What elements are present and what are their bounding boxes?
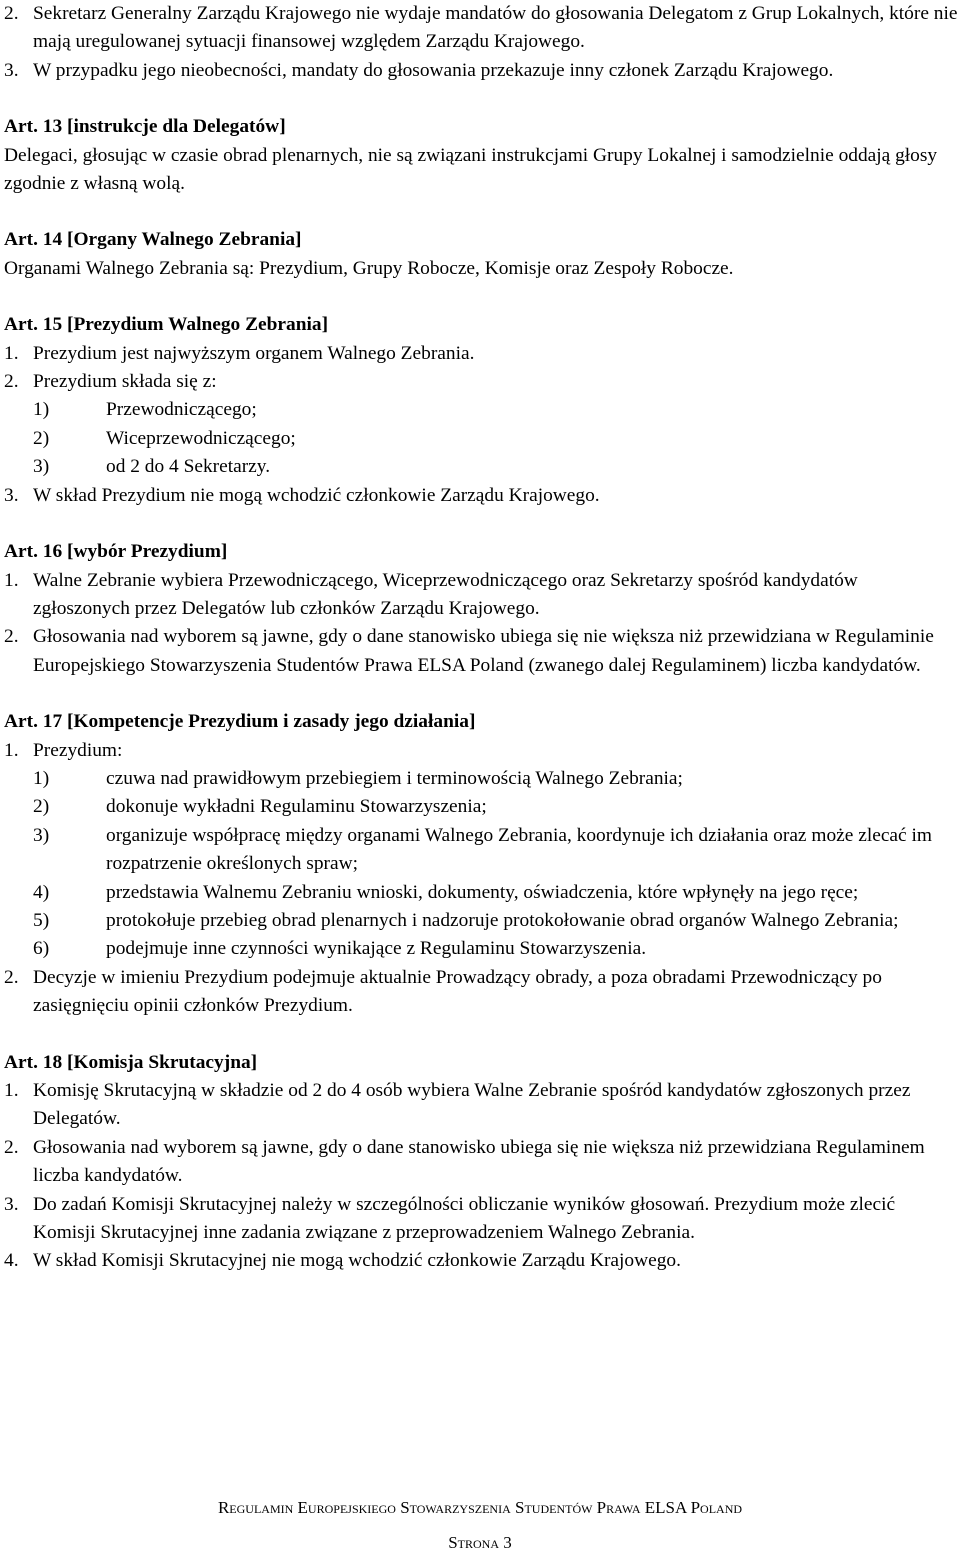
list-item-number: 5) (33, 909, 50, 931)
list-item-number: 3) (33, 824, 50, 846)
list-item-number: 1) (33, 767, 50, 789)
paragraph-number: 2. (4, 3, 19, 24)
article-17-paragraph-2 (4, 964, 958, 1021)
list-item-number: 2) (33, 796, 50, 818)
list-item-text: podejmuje inne czynności wynikające z Regulaminu Stowarzyszenia. (106, 938, 647, 960)
list-item (4, 765, 958, 793)
paragraph-text: Głosowania nad wyborem są jawne, gdy o dane stanowisko ubiega się nie większa niż przewidziana Regulaminem liczba kandydatów. (33, 1136, 925, 1187)
list-item-text: organizuje współpracę między organami Walnego Zebrania, koordynuje ich działania oraz może zlecać im rozpatrzenie określonych spraw; (106, 824, 932, 875)
paragraph-text: Prezydium jest najwyższym organem Walnego Zebrania. (33, 342, 475, 364)
paragraph-number: 3. (4, 484, 19, 506)
paragraph-3 (4, 57, 958, 85)
paragraph-text: W skład Prezydium nie mogą wchodzić członkowie Zarządu Krajowego. (33, 484, 600, 506)
paragraph-number: 1. (4, 342, 19, 364)
paragraph-text: Prezydium składa się z: (33, 371, 217, 393)
list-item (4, 907, 958, 935)
article-16-paragraph-1 (4, 567, 958, 624)
paragraph-text: Do zadań Komisji Skrutacyjnej należy w szczególności obliczanie wyników głosowań. Prezydium może zlecić Komisji Skrutacyjnej inne zadania związane z przeprowadzeniem Walnego Zebrania. (33, 1193, 896, 1244)
paragraph-number: 2. (4, 371, 19, 393)
article-17-paragraph-1 (4, 737, 958, 765)
list-item-text: czuwa nad prawidłowym przebiegiem i terminowością Walnego Zebrania; (106, 767, 683, 789)
list-item-number: 3) (33, 456, 50, 478)
paragraph-number: 3. (4, 1193, 19, 1215)
paragraph-number: 1. (4, 569, 19, 591)
article-14-heading: Art. 14 [Organy Walnego Zebrania] (4, 229, 302, 251)
paragraph-number: 1. (4, 739, 19, 761)
paragraph-number: 1. (4, 1080, 19, 1101)
article-13-heading: Art. 13 [instrukcje dla Delegatów] (4, 116, 286, 138)
article-14-body: Organami Walnego Zebrania są: Prezydium, Grupy Robocze, Komisje oraz Zespoły Robocze. (4, 257, 734, 279)
list-item-text: dokonuje wykładni Regulaminu Stowarzyszenia; (106, 796, 487, 818)
paragraph-text: Walne Zebranie wybiera Przewodniczącego, Wiceprzewodniczącego oraz Sekretarzy spośród kandydatów zgłoszonych przez Delegatów lub członków Zarządu Krajowego. (33, 569, 858, 619)
article-16-heading: Art. 16 [wybór Prezydium] (4, 541, 228, 563)
list-item-number: 4) (33, 881, 50, 903)
article-18-heading: Art. 18 [Komisja Skrutacyjna] (4, 1051, 258, 1073)
article-15-paragraph-2 (4, 368, 958, 396)
paragraph-text: Prezydium: (33, 739, 123, 761)
footer-title-text: Regulamin Europejskiego Stowarzyszenia Studentów Prawa ELSA Poland (217, 1498, 743, 1517)
list-item (4, 879, 958, 907)
list-item (4, 453, 958, 481)
list-item (4, 396, 958, 424)
list-item (4, 822, 958, 879)
footer-page-number-text: Strona 3 (448, 1533, 512, 1553)
list-item-text: Wiceprzewodniczącego; (106, 427, 296, 449)
list-item-text: protokołuje przebieg obrad plenarnych i nadzoruje protokołowanie obrad organów Walnego Zebrania; (106, 909, 899, 931)
list-item (4, 793, 958, 821)
paragraph-number: 3. (4, 59, 19, 81)
footer-page-number (0, 1529, 960, 1557)
paragraph-number: 4. (4, 1250, 19, 1272)
paragraph-text: Komisję Skrutacyjną w składzie od 2 do 4 osób wybiera Walne Zebranie spośród kandydatów zgłoszonych przez Delegatów. (33, 1080, 911, 1130)
article-18-paragraph-2 (4, 1134, 958, 1191)
paragraph-text: W skład Komisji Skrutacyjnej nie mogą wchodzić członkowie Zarządu Krajowego. (33, 1250, 681, 1272)
article-13-body: Delegaci, głosując w czasie obrad plenarnych, nie są związani instrukcjami Grupy Lokalnej i samodzielnie oddają głosy zgodnie z własną wolą. (4, 144, 938, 195)
list-item (4, 425, 958, 453)
list-item-text: od 2 do 4 Sekretarzy. (106, 456, 271, 478)
document-page (4, 0, 958, 1276)
article-17-heading: Art. 17 [Kompetencje Prezydium i zasady jego działania] (4, 711, 476, 733)
article-15-heading: Art. 15 [Prezydium Walnego Zebrania] (4, 314, 329, 336)
article-18-paragraph-3 (4, 1191, 958, 1248)
list-item (4, 935, 958, 963)
paragraph-text: Sekretarz Generalny Zarządu Krajowego nie wydaje mandatów do głosowania Delegatom z Grup Lokalnych, które nie mają uregulowanej sytuacji finansowej względem Zarządu Krajowego. (33, 3, 958, 53)
page-footer (0, 1494, 960, 1558)
footer-title (0, 1494, 960, 1523)
article-15-paragraph-3 (4, 482, 958, 510)
paragraph-text: Głosowania nad wyborem są jawne, gdy o dane stanowisko ubiega się nie większa niż przewidziana w Regulaminie Europejskiego Stowarzyszenia Studentów Prawa ELSA Poland (zwanego dalej Regulaminem) liczba kandydatów. (33, 626, 934, 676)
list-item-text: przedstawia Walnemu Zebraniu wnioski, dokumenty, oświadczenia, które wpłynęły na jego ręce; (106, 881, 859, 903)
paragraph-number: 2. (4, 966, 19, 988)
article-15-paragraph-1 (4, 340, 958, 368)
list-item-number: 2) (33, 427, 50, 449)
paragraph-number: 2. (4, 626, 19, 648)
paragraph-number: 2. (4, 1136, 19, 1158)
paragraph-text: W przypadku jego nieobecności, mandaty do głosowania przekazuje inny członek Zarządu Krajowego. (33, 59, 834, 81)
article-16-paragraph-2 (4, 623, 958, 680)
article-18-paragraph-4 (4, 1247, 958, 1275)
article-18-paragraph-1 (4, 1077, 958, 1134)
paragraph-text: Decyzje w imieniu Prezydium podejmuje aktualnie Prowadzący obrady, a poza obradami Przewodniczący po zasięgnięciu opinii członków Prezydium. (33, 966, 882, 1017)
list-item-number: 6) (33, 938, 50, 960)
list-item-number: 1) (33, 399, 50, 421)
paragraph-2 (4, 0, 958, 57)
list-item-text: Przewodniczącego; (106, 399, 257, 421)
